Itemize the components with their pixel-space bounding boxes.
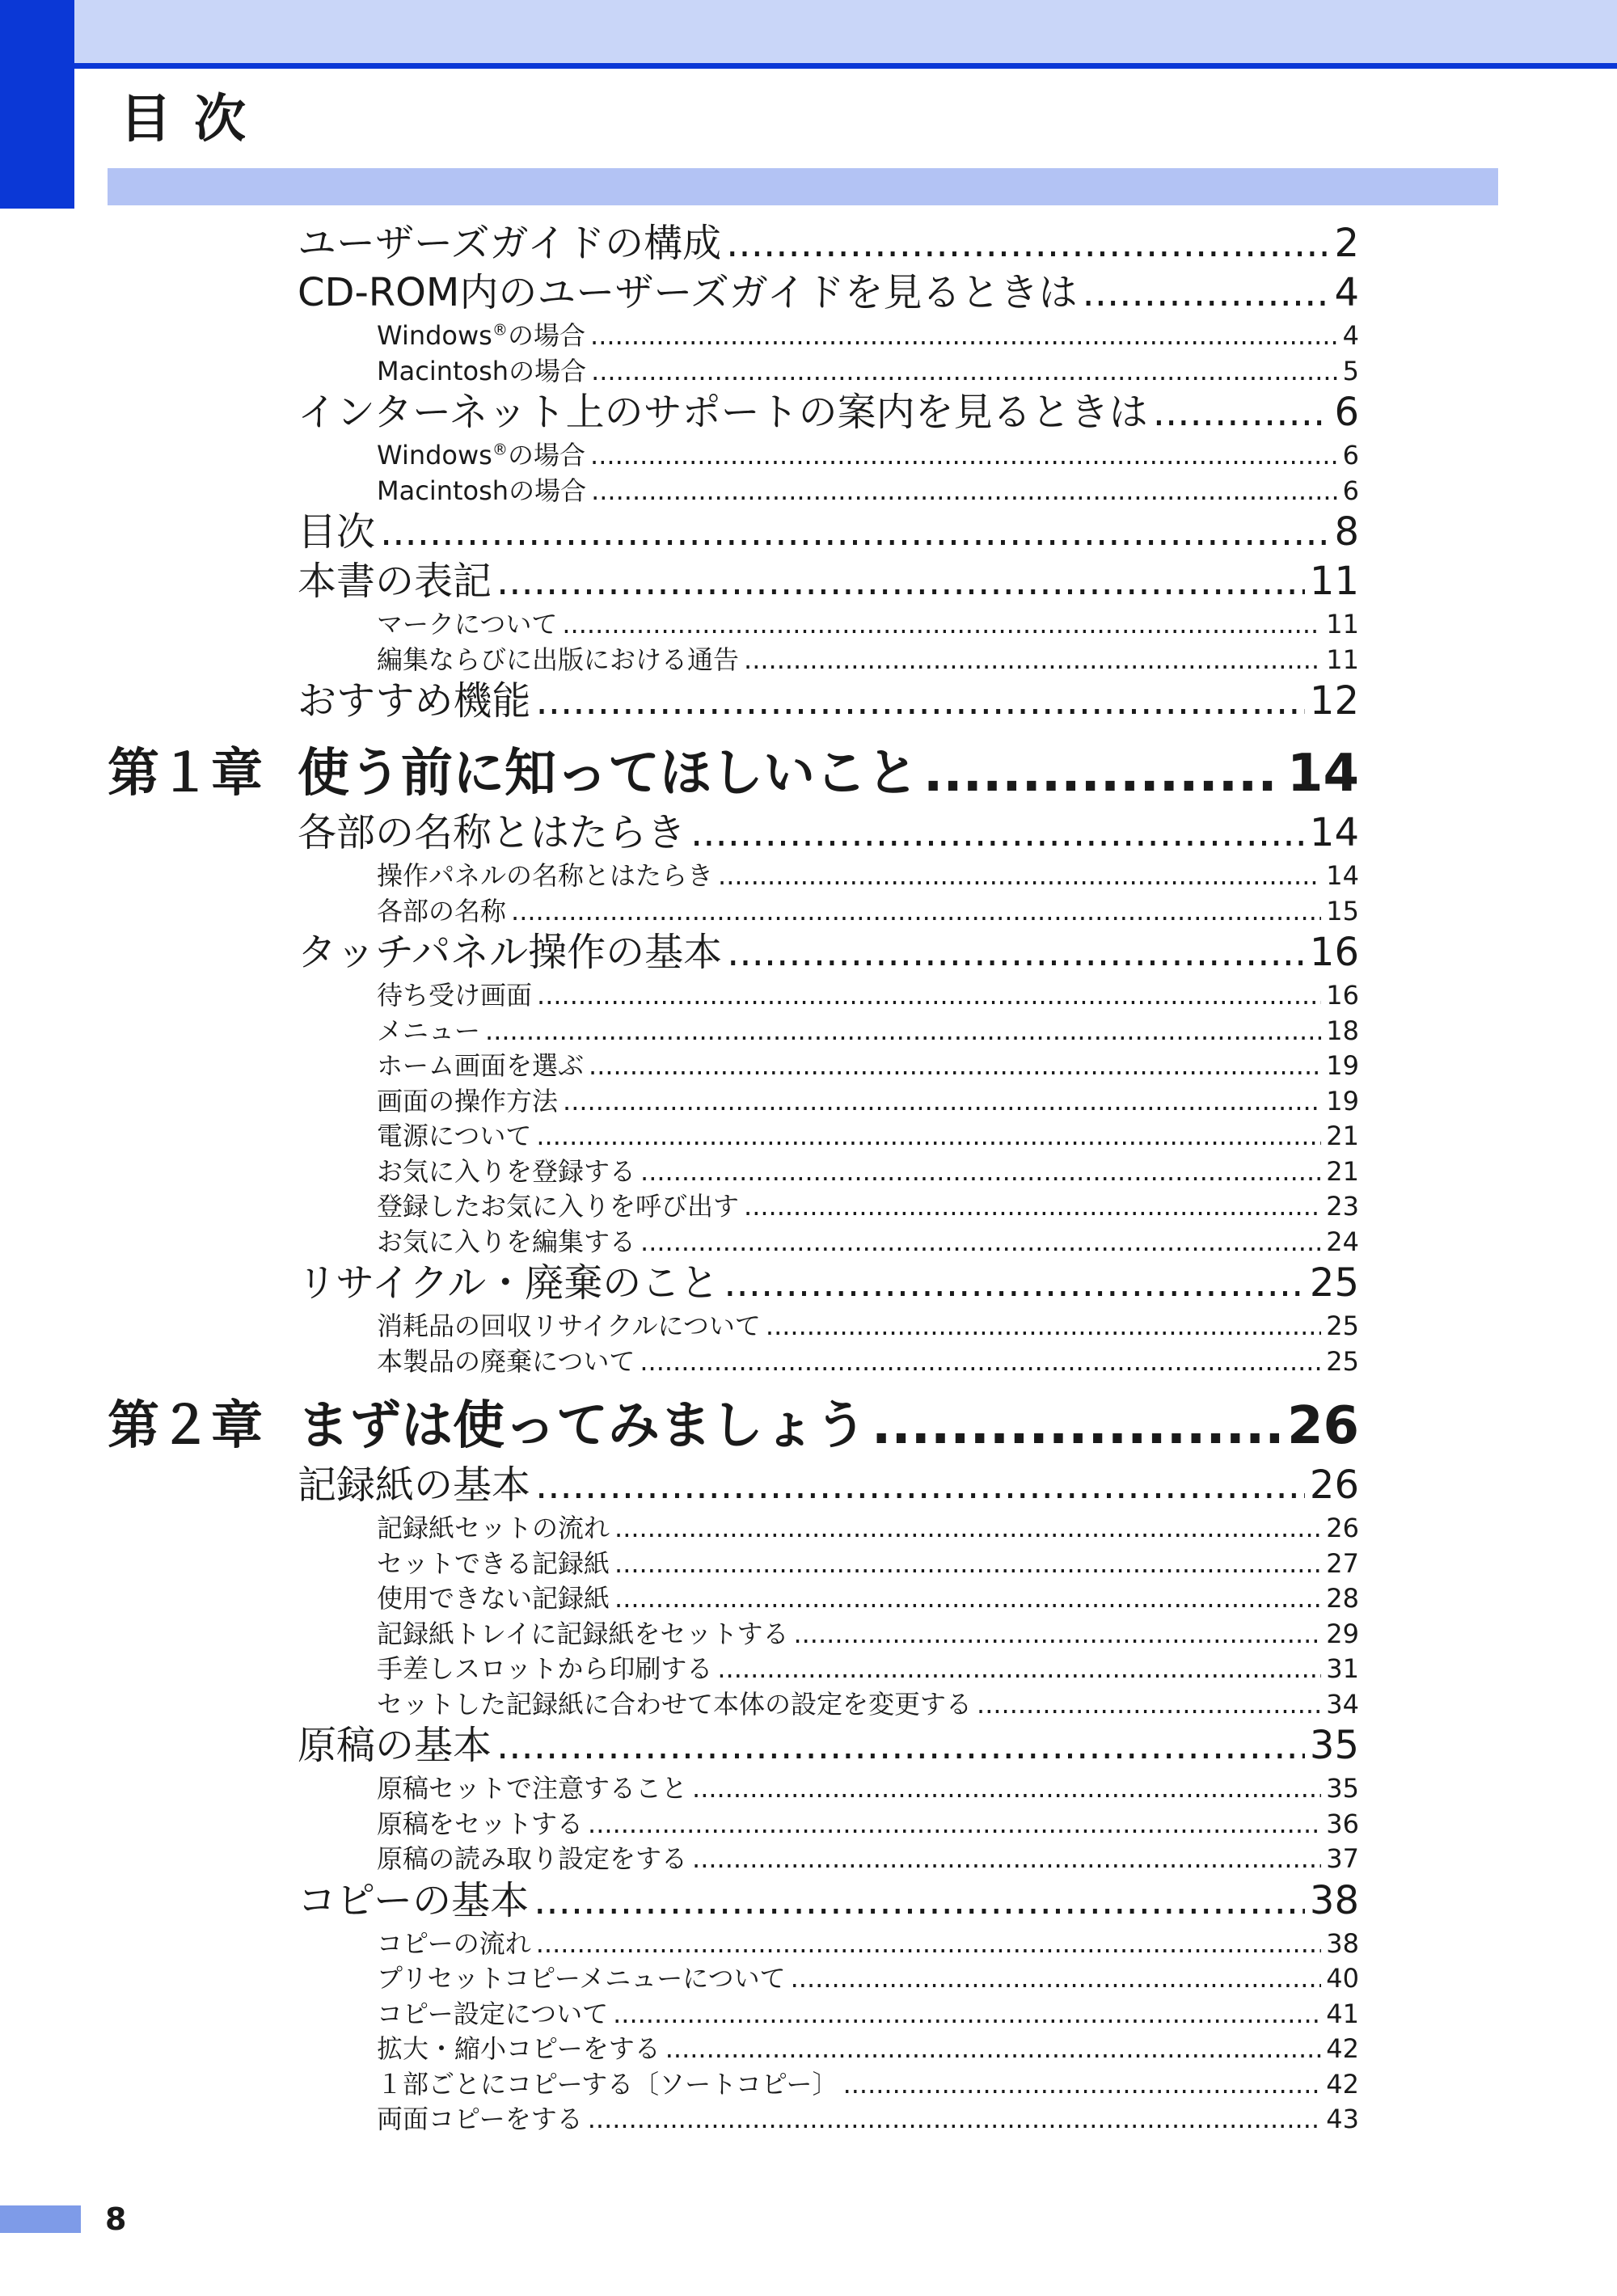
toc-entry-text: セットした記録紙に合わせて本体の設定を変更する xyxy=(377,1689,973,1720)
dot-leader xyxy=(591,474,1338,508)
toc-entry-label xyxy=(377,1154,635,1188)
dot-leader xyxy=(590,438,1338,472)
toc-subsection xyxy=(377,354,1359,388)
toc-entry-label xyxy=(108,741,918,806)
toc-entry-text: ホーム画面を選ぶ xyxy=(377,1050,585,1081)
dot-leader xyxy=(563,1084,1321,1118)
toc-subsection xyxy=(377,1511,1359,1545)
toc-entry-text: 電源について xyxy=(377,1121,532,1151)
dot-leader xyxy=(1153,389,1330,436)
toc-entry-label xyxy=(298,1260,719,1306)
toc-entry-text: 記録紙の基本 xyxy=(298,1462,531,1508)
toc-subsection xyxy=(377,438,1359,472)
toc-entry-label xyxy=(377,2067,838,2101)
toc-section xyxy=(298,558,1359,605)
toc-entry-text: Macintoshの場合 xyxy=(377,475,587,506)
toc-subsection xyxy=(377,1687,1359,1721)
toc-subsection xyxy=(377,474,1359,508)
toc-section xyxy=(298,509,1359,555)
dot-leader xyxy=(590,319,1338,352)
toc-entry-text: 編集ならびに出版における通告 xyxy=(377,644,740,675)
toc-chapter xyxy=(108,1394,1359,1458)
dot-leader xyxy=(692,1771,1321,1805)
toc-page-number: 42 xyxy=(1326,2033,1359,2064)
toc-entry-label xyxy=(377,354,586,388)
toc-subsection xyxy=(377,1084,1359,1118)
toc-subsection xyxy=(377,2032,1359,2066)
toc-section xyxy=(298,389,1359,436)
toc-section xyxy=(298,809,1359,856)
toc-subsection xyxy=(377,1997,1359,2031)
toc-entry-text: 使う前に知ってほしいこと xyxy=(298,744,918,804)
toc-page-number: 25 xyxy=(1326,1346,1359,1377)
dot-leader xyxy=(791,1961,1322,1995)
toc-section xyxy=(298,1722,1359,1769)
toc-subsection xyxy=(377,1807,1359,1841)
toc-entry-text: 原稿セットで注意すること xyxy=(377,1773,688,1804)
toc-entry-text: CD-ROM内のユーザーズガイドを見るときは xyxy=(298,270,1078,315)
toc-section xyxy=(298,929,1359,976)
dot-leader xyxy=(640,1344,1321,1378)
toc-entry-text: コピーの流れ xyxy=(377,1928,531,1959)
toc-entry-text: 原稿の基本 xyxy=(298,1723,492,1768)
toc-subsection xyxy=(377,607,1359,641)
toc-page-number: 19 xyxy=(1326,1086,1359,1116)
toc-page-number: 2 xyxy=(1334,221,1359,266)
toc-entry-text: Macintoshの場合 xyxy=(377,356,587,386)
dot-leader xyxy=(717,1652,1321,1686)
toc-entry-label xyxy=(377,1961,786,1995)
dot-leader xyxy=(766,1309,1321,1343)
toc-entry-label xyxy=(108,1394,867,1458)
toc-page-number: 5 xyxy=(1342,356,1359,386)
toc-entry-label xyxy=(298,809,686,856)
toc-entry-text: プリセットコピーメニューについて xyxy=(377,1963,786,1994)
toc-subsection xyxy=(377,319,1359,352)
toc-entry-label xyxy=(377,1119,531,1153)
toc-subsection xyxy=(377,1927,1359,1960)
toc-page-number: 35 xyxy=(1326,1773,1359,1804)
toc-subsection xyxy=(377,643,1359,677)
toc-entry-text: 記録紙トレイに記録紙をセットする xyxy=(377,1619,789,1649)
toc-page-number: 38 xyxy=(1326,1928,1359,1959)
toc-page-number: 25 xyxy=(1326,1310,1359,1341)
toc-entry-label xyxy=(377,1014,480,1048)
dot-leader xyxy=(485,1014,1321,1048)
toc-entry-label xyxy=(377,1842,687,1876)
toc-entry-label xyxy=(298,929,722,976)
toc-page-number: 29 xyxy=(1326,1619,1359,1649)
toc-page-number: 14 xyxy=(1326,860,1359,891)
dot-leader xyxy=(977,1687,1321,1721)
dot-leader xyxy=(614,1581,1321,1615)
toc-entry-text-suffix: の場合 xyxy=(508,320,586,351)
toc-page-number: 35 xyxy=(1309,1723,1359,1768)
registered-mark: ® xyxy=(492,440,509,459)
toc-entry-text: 消耗品の回収リサイクルについて xyxy=(377,1310,761,1341)
dot-leader xyxy=(614,1511,1321,1545)
toc-entry-label xyxy=(377,1084,558,1118)
toc-section xyxy=(298,1260,1359,1306)
toc-entry-label xyxy=(298,1462,530,1509)
table-of-contents xyxy=(0,220,1617,2134)
toc-entry-label xyxy=(377,1771,687,1805)
toc-page-number: 41 xyxy=(1326,1998,1359,2029)
toc-entry-label xyxy=(298,220,721,267)
dot-leader xyxy=(640,1225,1321,1259)
toc-page-number: 14 xyxy=(1286,744,1359,804)
toc-section xyxy=(298,269,1359,316)
toc-entry-label xyxy=(377,1049,584,1083)
dot-leader xyxy=(511,894,1321,928)
toc-entry-text: 登録したお気に入りを呼び出す xyxy=(377,1191,740,1222)
dot-leader xyxy=(536,1119,1321,1153)
toc-entry-label xyxy=(298,677,530,724)
toc-entry-text: 本製品の廃棄について xyxy=(377,1346,635,1377)
dot-leader xyxy=(614,1547,1321,1581)
toc-subsection xyxy=(377,1581,1359,1615)
toc-entry-text: お気に入りを編集する xyxy=(377,1226,636,1257)
toc-page-number: 19 xyxy=(1326,1050,1359,1081)
dot-leader xyxy=(744,1189,1321,1223)
toc-subsection xyxy=(377,1309,1359,1343)
registered-mark: ® xyxy=(492,320,509,340)
dot-leader xyxy=(613,1997,1321,2031)
toc-entry-text: コピーの基本 xyxy=(298,1878,530,1923)
toc-entry-text: 各部の名称とはたらき xyxy=(298,810,686,855)
toc-page-number: 14 xyxy=(1309,810,1359,855)
toc-section xyxy=(298,220,1359,267)
toc-entry-text: おすすめ機能 xyxy=(298,678,531,724)
dot-leader xyxy=(536,1927,1322,1960)
toc-entry-text: 画面の操作方法 xyxy=(377,1086,559,1116)
toc-page-number: 26 xyxy=(1326,1513,1359,1543)
toc-page-number: 21 xyxy=(1326,1121,1359,1151)
toc-subsection xyxy=(377,1344,1359,1378)
toc-page-number: 27 xyxy=(1326,1548,1359,1579)
toc-subsection xyxy=(377,1119,1359,1153)
toc-page-number: 4 xyxy=(1334,270,1359,315)
toc-page-number: 40 xyxy=(1326,1963,1359,1994)
toc-entry-label xyxy=(298,1877,529,1924)
toc-entry-label xyxy=(377,1511,610,1545)
dot-leader xyxy=(562,607,1321,641)
toc-subsection xyxy=(377,859,1359,893)
toc-page-number: 25 xyxy=(1309,1260,1359,1306)
toc-entry-text: 原稿の読み取り設定をする xyxy=(377,1843,688,1874)
toc-section xyxy=(298,1877,1359,1924)
toc-entry-label xyxy=(377,2102,583,2136)
dot-leader xyxy=(534,1877,1305,1924)
footer-bar xyxy=(0,2205,81,2233)
toc-entry-text: 目次 xyxy=(298,509,376,555)
toc-entry-text: ユーザーズガイドの構成 xyxy=(298,221,722,266)
toc-entry-label xyxy=(377,1581,610,1615)
toc-entry-label xyxy=(298,269,1078,316)
dot-leader xyxy=(589,1049,1321,1083)
toc-entry-label xyxy=(377,1309,761,1343)
dot-leader xyxy=(380,509,1329,555)
toc-entry-label xyxy=(298,389,1148,436)
toc-page-number: 36 xyxy=(1326,1809,1359,1839)
toc-subsection xyxy=(377,1652,1359,1686)
toc-subsection xyxy=(377,978,1359,1012)
toc-page-number: 11 xyxy=(1326,644,1359,675)
toc-page-number: 6 xyxy=(1342,440,1359,471)
dot-leader xyxy=(537,978,1321,1012)
dot-leader xyxy=(726,220,1329,267)
toc-page-number: 6 xyxy=(1334,390,1359,435)
toc-entry-text: 記録紙セットの流れ xyxy=(377,1513,610,1543)
dot-leader xyxy=(591,354,1338,388)
dot-leader xyxy=(535,1462,1305,1509)
dot-leader xyxy=(496,558,1305,605)
toc-page-number: 43 xyxy=(1326,2104,1359,2134)
toc-entry-text: 待ち受け画面 xyxy=(377,980,533,1011)
toc-entry-label xyxy=(377,1652,712,1686)
toc-entry-text: まずは使ってみましょう xyxy=(298,1396,867,1456)
toc-entry-label xyxy=(377,474,586,508)
toc-section xyxy=(298,1462,1359,1509)
toc-entry-label xyxy=(377,643,739,677)
dot-leader xyxy=(923,741,1282,806)
toc-entry-text: 拡大・縮小コピーをする xyxy=(377,2033,661,2064)
toc-subsection xyxy=(377,1189,1359,1223)
toc-entry-text: 原稿をセットする xyxy=(377,1809,584,1839)
toc-entry-label xyxy=(377,859,713,893)
toc-subsection xyxy=(377,1225,1359,1259)
toc-entry-text: インターネット上のサポートの案内を見るときは xyxy=(298,390,1148,435)
title-underbar xyxy=(108,168,1498,205)
toc-page-number: 8 xyxy=(1334,509,1359,555)
toc-entry-label xyxy=(298,509,375,555)
toc-entry-label xyxy=(377,1547,610,1581)
toc-subsection xyxy=(377,1547,1359,1581)
toc-page-number: 12 xyxy=(1309,678,1359,724)
toc-entry-label xyxy=(377,607,557,641)
dot-leader xyxy=(843,2067,1322,2101)
dot-leader xyxy=(665,2032,1322,2066)
toc-subsection xyxy=(377,2067,1359,2101)
chapter-number: 第２章 xyxy=(108,1396,263,1456)
toc-entry-text: 手差しスロットから印刷する xyxy=(377,1653,713,1684)
toc-entry-label xyxy=(377,1927,531,1960)
page-number: 8 xyxy=(105,2201,127,2237)
toc-entry-label xyxy=(377,1807,583,1841)
toc-subsection xyxy=(377,1154,1359,1188)
header-side-block xyxy=(0,0,74,209)
toc-entry-text: 本書の表記 xyxy=(298,559,492,604)
header-rule xyxy=(74,63,1617,69)
toc-subsection xyxy=(377,1771,1359,1805)
toc-page-number: 16 xyxy=(1309,930,1359,975)
toc-entry-label xyxy=(377,1997,608,2031)
toc-entry-text: 操作パネルの名称とはたらき xyxy=(377,860,714,891)
toc-entry-label xyxy=(298,1722,492,1769)
toc-page-number: 31 xyxy=(1326,1653,1359,1684)
toc-entry-text: 各部の名称 xyxy=(377,896,507,926)
toc-chapter xyxy=(108,741,1359,806)
dot-leader xyxy=(588,1807,1321,1841)
toc-entry-text: Windows xyxy=(377,440,492,471)
toc-page-number: 15 xyxy=(1326,896,1359,926)
dot-leader xyxy=(496,1722,1305,1769)
dot-leader xyxy=(588,2102,1322,2136)
toc-entry-label xyxy=(298,558,492,605)
toc-entry-text: メニュー xyxy=(377,1015,481,1046)
toc-entry-text: マークについて xyxy=(377,609,558,639)
dot-leader xyxy=(872,1394,1282,1458)
toc-entry-label xyxy=(377,1344,635,1378)
toc-entry-text: セットできる記録紙 xyxy=(377,1548,610,1579)
toc-entry-text-suffix: の場合 xyxy=(508,440,586,471)
toc-entry-label xyxy=(377,438,585,472)
toc-subsection xyxy=(377,1842,1359,1876)
toc-page-number: 4 xyxy=(1342,320,1359,351)
toc-entry-label xyxy=(377,1687,972,1721)
toc-entry-text: 両面コピーをする xyxy=(377,2104,583,2134)
toc-page-number: 24 xyxy=(1326,1226,1359,1257)
header-band xyxy=(0,0,1617,63)
toc-page-number: 37 xyxy=(1326,1843,1359,1874)
dot-leader xyxy=(744,643,1321,677)
toc-page-number: 16 xyxy=(1326,980,1359,1011)
toc-page-number: 6 xyxy=(1342,475,1359,506)
dot-leader xyxy=(535,677,1304,724)
toc-entry-label xyxy=(377,1225,635,1259)
toc-entry-text: Windows xyxy=(377,320,492,351)
toc-page-number: 26 xyxy=(1286,1396,1359,1456)
dot-leader xyxy=(724,1260,1305,1306)
toc-page-number: 18 xyxy=(1326,1015,1359,1046)
toc-subsection xyxy=(377,1049,1359,1083)
toc-entry-text: タッチパネル操作の基本 xyxy=(298,930,723,975)
dot-leader xyxy=(718,859,1321,893)
toc-subsection xyxy=(377,1014,1359,1048)
toc-page-number: 21 xyxy=(1326,1156,1359,1187)
toc-page-number: 11 xyxy=(1326,609,1359,639)
toc-page-number: 38 xyxy=(1309,1878,1359,1923)
toc-page-number: 26 xyxy=(1309,1462,1359,1508)
toc-subsection xyxy=(377,894,1359,928)
toc-entry-text: お気に入りを登録する xyxy=(377,1156,636,1187)
toc-entry-text: コピー設定について xyxy=(377,1998,609,2029)
toc-subsection xyxy=(377,2102,1359,2136)
toc-page-number: 34 xyxy=(1326,1689,1359,1720)
toc-entry-label xyxy=(377,1189,739,1223)
toc-section xyxy=(298,677,1359,724)
dot-leader xyxy=(690,809,1305,856)
toc-entry-text: １部ごとにコピーする〔ソートコピー〕 xyxy=(377,2069,838,2100)
toc-entry-label xyxy=(377,894,506,928)
dot-leader xyxy=(727,929,1305,976)
toc-page-number: 11 xyxy=(1309,559,1359,604)
dot-leader xyxy=(793,1617,1321,1651)
toc-subsection xyxy=(377,1617,1359,1651)
toc-entry-label xyxy=(377,978,532,1012)
toc-page-number: 42 xyxy=(1326,2069,1359,2100)
toc-entry-label xyxy=(377,1617,788,1651)
dot-leader xyxy=(640,1154,1321,1188)
toc-entry-text: リサイクル・廃棄のこと xyxy=(298,1260,720,1306)
dot-leader xyxy=(692,1842,1321,1876)
chapter-number: 第１章 xyxy=(108,744,263,804)
toc-entry-label xyxy=(377,319,585,352)
toc-subsection xyxy=(377,1961,1359,1995)
toc-page-number: 28 xyxy=(1326,1583,1359,1614)
toc-entry-text: 使用できない記録紙 xyxy=(377,1583,610,1614)
toc-entry-label xyxy=(377,2032,661,2066)
page-title: 目次 xyxy=(120,90,268,150)
dot-leader xyxy=(1083,269,1330,316)
toc-page-number: 23 xyxy=(1326,1191,1359,1222)
